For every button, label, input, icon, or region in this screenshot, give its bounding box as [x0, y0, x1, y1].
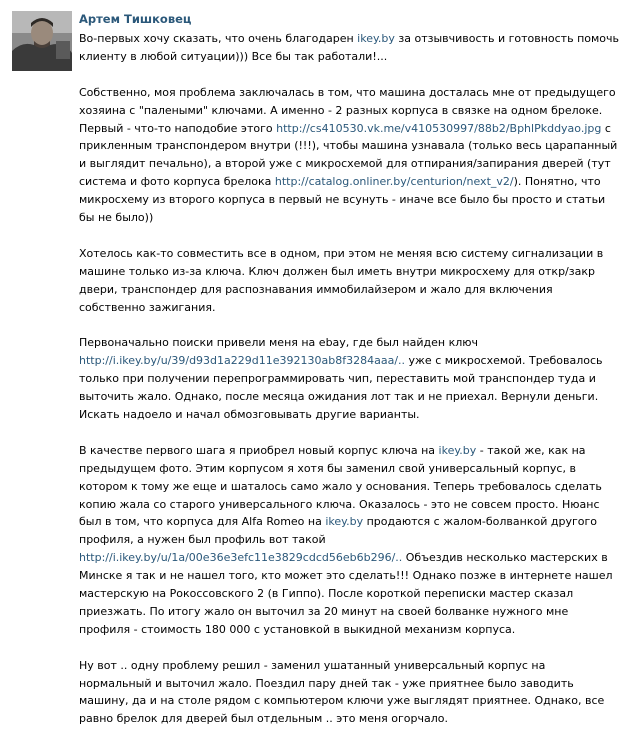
post-text-segment: Хотелось как-то совместить все в одном, при этом не меняя всю систему сигнализации в машине только из-за ключа. Ключ должен был иметь внутри микросхему для откр/закр двери, транспондер для распознавания иммобилайзером и жало для включения собственно зажигания.: [79, 246, 604, 314]
post-link[interactable]: ikey.by: [325, 515, 364, 529]
post-text-segment: Ну вот .. одну проблему решил - заменил ушатанный универсальный корпус на нормальный и выточил жало. Поездил пару дней так - уже приятнее было заводить машину, да и на столе рядом с компьютером ключи уже выглядят приятнее. Однако, все равно брелок для дверей был отдельным .. это меня огорчало.: [79, 658, 605, 726]
post-text-segment: с прикленным транспондером внутри (!!!), чтобы машина узнавала (только весь царапанный и выглядит печально), а второй уже с микросхемой для отпирания/запирания дверей (тут система и фото корпуса брелока: [79, 121, 618, 189]
post-paragraph: [79, 334, 619, 424]
post-link[interactable]: http://catalog.onliner.by/centurion/next_v2/: [274, 175, 514, 189]
post-paragraph: [79, 84, 619, 227]
post-text-segment: - такой же, как на предыдущем фото. Этим корпусом я хотя бы заменил свой универсальный корпус, в котором к тому же еще и шаталось само жало у основания. Теперь требовалось сделать копию жала со старого универсального ключа. Оказалось - это не совсем просто. Нюанс был в том, что корпуса для Alfa Romeo на: [79, 443, 602, 529]
post-text-segment: Во-первых хочу сказать, что очень благодарен: [79, 32, 358, 45]
post-text-segment: Первоначально поиски привели меня на ebay, где был найден ключ: [79, 336, 479, 350]
post-link[interactable]: http://i.ikey.by/u/39/d93d1a229d11e392130ab8f3284aaa/..: [79, 354, 406, 368]
post-text-segment: продаются с жалом-болванкой другого профиля, а нужен был профиль вот такой: [79, 515, 597, 547]
author-name[interactable]: Артем Тишковец: [79, 12, 192, 26]
post-text-segment: ). Понятно, что микросхему из второго корпуса в первый не всунуть - иначе все было бы просто и статьи бы не было)): [79, 175, 606, 225]
post-link[interactable]: ikey.by: [357, 32, 395, 45]
post-paragraph: [79, 442, 619, 639]
post-text-segment: за отзывчивость и готовность помочь клиенту в любой ситуации))) Все бы так работали!...: [79, 32, 620, 63]
post-link[interactable]: http://cs410530.vk.me/v410530997/88b2/BphlPkddyao.jpg: [276, 121, 602, 135]
post-text-segment: Собственно, моя проблема заключалась в том, что машина досталась мне от предыдущего хозяина с "палеными" ключами. А именно - 2 разных корпуса в связке на одном брелоке. Первый - что-то наподобие этого: [79, 85, 616, 135]
post-text-segment: уже с микросхемой. Требовалось только при получении перепрограммировать чип, переставить мой транспондер туда и выточить жало. Однако, после месяца ожидания лот так и не приехал. Вернули деньги. Искать надоело и начал обмозговывать другие варианты.: [79, 354, 603, 421]
post-paragraph: [79, 245, 619, 317]
post-paragraph: [79, 657, 619, 729]
avatar[interactable]: [12, 11, 72, 71]
user-photo-icon: [12, 11, 72, 71]
post-content: [79, 9, 619, 746]
post-text: [79, 30, 619, 728]
post-paragraph: [79, 30, 619, 66]
post-link[interactable]: ikey.by: [438, 443, 477, 457]
post-text-segment: Объездив несколько мастерских в Минске я так и не нашел того, кто может это сделать!!! Однако позже в интернете нашел мастерскую на Рокоссовского 2 (в Гиппо). После короткой переписки мастер сказал приезжать. По итогу жало он выточил за 20 минут на своей болванке нужного мне профиля - стоимость 180 000 с установкой в выкидной механизм корпуса.: [79, 551, 613, 636]
post-text-segment: В качестве первого шага я приобрел новый корпус ключа на: [79, 443, 439, 457]
post-link[interactable]: http://i.ikey.by/u/1a/00e36e3efc11e3829cdcd56eb6b296/..: [79, 551, 403, 565]
